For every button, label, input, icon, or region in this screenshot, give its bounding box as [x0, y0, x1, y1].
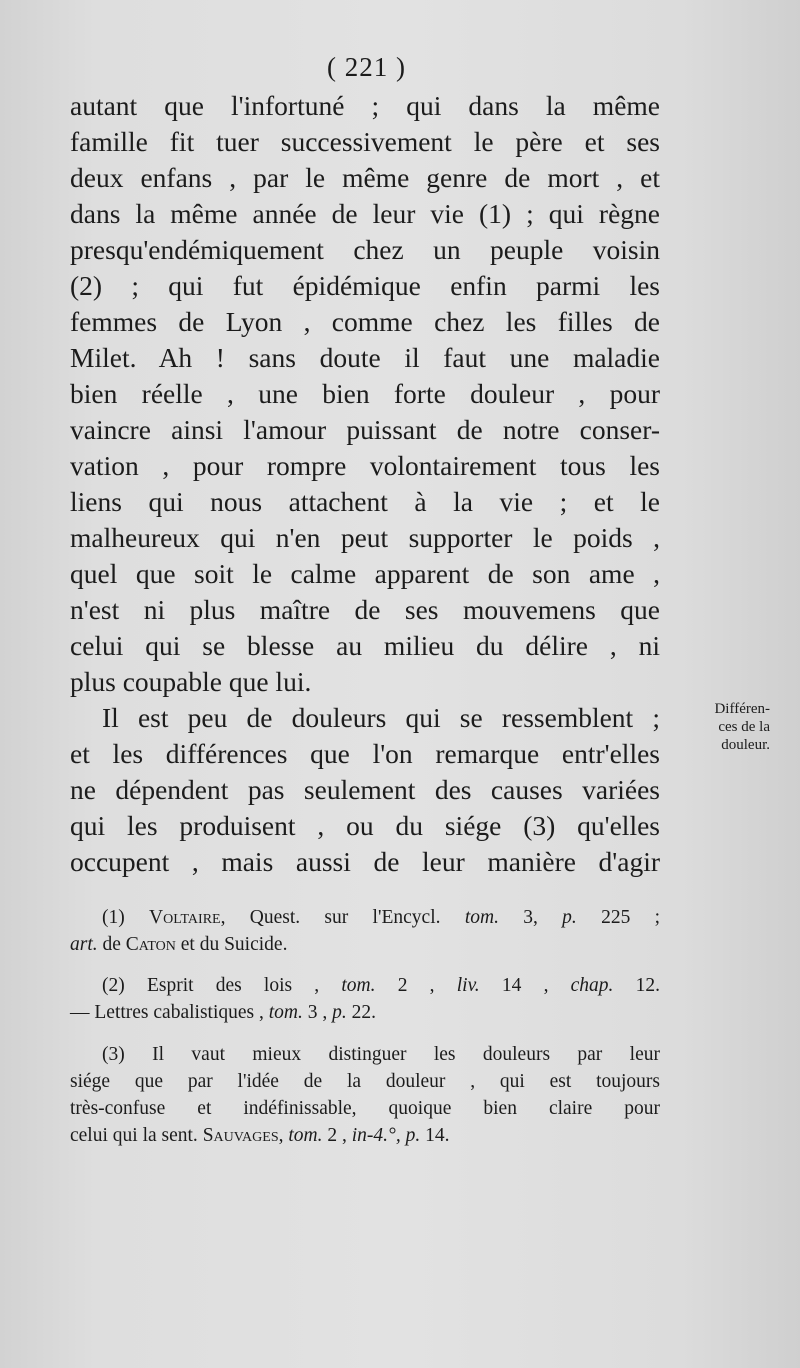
body-line: bien réelle , une bien forte douleur , pour	[70, 378, 660, 409]
body-line: plus coupable que lui.	[70, 666, 312, 697]
body-line: malheureux qui n'en peut supporter le poids ,	[70, 522, 660, 553]
footnote-italic: tom.	[464, 907, 499, 928]
body-line: Milet. Ah ! sans doute il faut une maladie	[70, 342, 660, 373]
footnote-1-cont	[70, 931, 660, 958]
body-line: liens qui nous attachent à la vie ; et le	[70, 486, 660, 517]
footnote-text: 2 ,	[327, 1125, 347, 1146]
footnote-marker: (1)	[102, 907, 125, 928]
body-line: vation , pour rompre volontairement tous les	[70, 450, 660, 481]
footnote-2-cont	[70, 999, 660, 1026]
footnote-3	[70, 1041, 660, 1068]
footnote-name: Caton	[125, 934, 176, 955]
body-line: ne dépendent pas seulement des causes variées	[70, 774, 660, 805]
footnote-text: 22.	[351, 1002, 376, 1023]
footnote-italic: tom.	[288, 1125, 323, 1146]
body-line: et les différences que l'on remarque entr'elles	[70, 738, 660, 769]
footnote-text: celui qui la sent.	[70, 1125, 198, 1146]
body-line: deux enfans , par le même genre de mort , et	[70, 162, 660, 193]
footnote-3-line	[70, 1122, 660, 1149]
footnote-author: Sauvages,	[202, 1125, 284, 1146]
footnote-3-line: très-confuse et indéfinissable, quoique bien claire pour	[70, 1098, 660, 1119]
body-line: celui qui se blesse au milieu du délire , ni	[70, 630, 660, 661]
body-line: n'est ni plus maître de ses mouvemens que	[70, 594, 660, 625]
footnote-italic: p.	[562, 907, 577, 928]
footnote-marker: (2)	[102, 975, 125, 996]
footnote-text: 2 ,	[397, 975, 435, 996]
footnote-text: — Lettres cabalistiques ,	[70, 1002, 264, 1023]
footnote-italic: tom.	[341, 975, 376, 996]
body-line: vaincre ainsi l'amour puissant de notre conser-	[70, 414, 660, 445]
body-line: quel que soit le calme apparent de son ame ,	[70, 558, 660, 589]
body-line: dans la même année de leur vie (1) ; qui règne	[70, 198, 660, 229]
body-line: presqu'endémiquement chez un peuple voisin	[70, 234, 660, 265]
footnote-marker: (3)	[102, 1044, 125, 1065]
margin-note-line: Différen-	[714, 701, 770, 717]
page-number: ( 221 )	[327, 52, 406, 82]
footnote-text: , Quest. sur l'Encycl.	[220, 907, 441, 928]
footnote-italic: p.	[332, 1002, 347, 1023]
body-line: occupent , mais aussi de leur manière d'agir	[70, 846, 660, 877]
footnote-author: Voltaire	[149, 907, 221, 928]
footnote-text: et du Suicide.	[180, 934, 288, 955]
body-line: femmes de Lyon , comme chez les filles de	[70, 306, 660, 337]
footnote-text: de	[102, 934, 121, 955]
footnote-italic: liv.	[456, 975, 480, 996]
footnote-3-line: siége que par l'idée de la douleur , qui est toujours	[70, 1071, 660, 1092]
margin-note-line: ces de la	[718, 719, 770, 735]
footnote-text: 3 ,	[307, 1002, 328, 1023]
footnote-italic: in-4.°,	[351, 1125, 401, 1146]
body-line: Il est peu de douleurs qui se ressemblent ;	[102, 702, 660, 733]
footnote-italic: art.	[70, 934, 98, 955]
footnote-italic: chap.	[570, 975, 614, 996]
body-line: (2) ; qui fut épidémique enfin parmi les	[70, 270, 660, 301]
footnote-2	[70, 972, 660, 999]
footnote-italic: tom.	[268, 1002, 303, 1023]
footnote-text: Il vaut mieux distinguer les douleurs par leur	[152, 1044, 660, 1065]
footnote-text: 12.	[635, 975, 661, 996]
footnote-1	[70, 904, 660, 931]
footnote-text: 225 ;	[601, 907, 661, 928]
footnote-text: 14 ,	[501, 975, 549, 996]
footnote-text: 3,	[523, 907, 538, 928]
footnote-text: 14.	[425, 1125, 450, 1146]
footnote-italic: p.	[405, 1125, 421, 1146]
body-line: qui les produisent , ou du siége (3) qu'elles	[70, 810, 660, 841]
body-line: autant que l'infortuné ; qui dans la même	[70, 90, 660, 121]
body-line: famille fit tuer successivement le père et ses	[70, 126, 660, 157]
footnote-text: Esprit des lois ,	[146, 975, 320, 996]
margin-note	[664, 700, 770, 754]
margin-note-line: douleur.	[721, 737, 770, 753]
